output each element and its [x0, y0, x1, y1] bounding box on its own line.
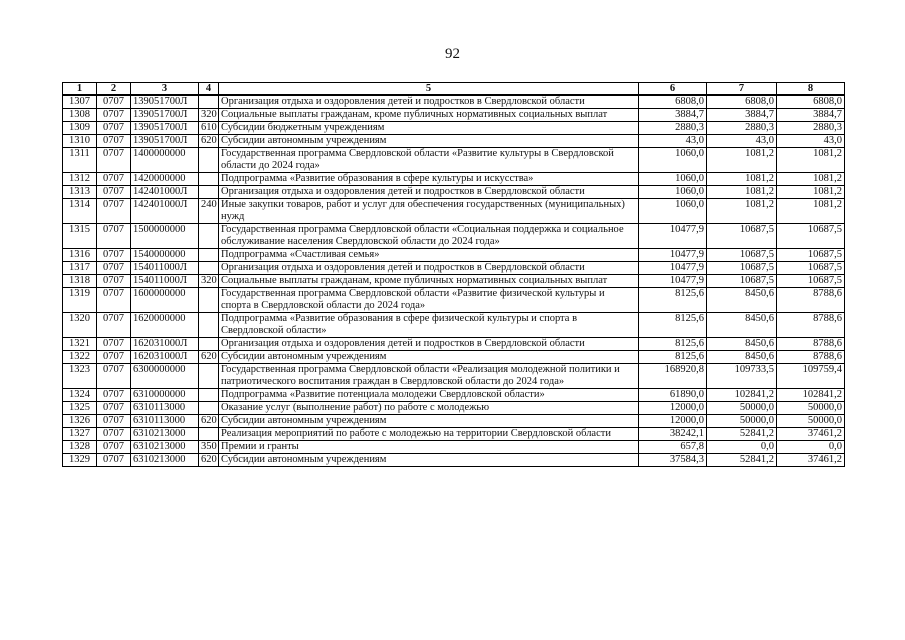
row-number-cell: 1321 [63, 338, 97, 351]
expense-type-cell: 610 [199, 122, 219, 135]
amount-col7-cell: 52841,2 [707, 428, 777, 441]
section-code-cell: 0707 [97, 135, 131, 148]
section-code-cell: 0707 [97, 415, 131, 428]
amount-col6-cell: 1060,0 [639, 186, 707, 199]
table-row [63, 351, 845, 364]
section-code-cell: 0707 [97, 262, 131, 275]
section-code-cell: 0707 [97, 199, 131, 224]
table-row [63, 262, 845, 275]
row-number-cell: 1314 [63, 199, 97, 224]
target-article-cell: 6300000000 [131, 364, 199, 389]
amount-col7-cell: 43,0 [707, 135, 777, 148]
item-name-cell: Субсидии автономным учреждениям [219, 454, 639, 467]
section-code-cell: 0707 [97, 109, 131, 122]
item-name-cell: Государственная программа Свердловской области «Социальная поддержка и социальное обслуживание населения Свердловской области до 2024 года» [219, 224, 639, 249]
amount-col7-cell: 0,0 [707, 441, 777, 454]
row-number-cell: 1318 [63, 275, 97, 288]
amount-col6-cell: 1060,0 [639, 148, 707, 173]
amount-col6-cell: 38242,1 [639, 428, 707, 441]
amount-col8-cell: 2880,3 [777, 122, 845, 135]
table-row [63, 402, 845, 415]
expense-type-cell [199, 389, 219, 402]
amount-col8-cell: 1081,2 [777, 148, 845, 173]
table-row [63, 454, 845, 467]
item-name-cell: Организация отдыха и оздоровления детей и подростков в Свердловской области [219, 95, 639, 109]
expense-type-cell: 620 [199, 351, 219, 364]
row-number-cell: 1315 [63, 224, 97, 249]
expense-type-cell [199, 402, 219, 415]
item-name-cell: Подпрограмма «Развитие образования в сфере физической культуры и спорта в Свердловской области» [219, 313, 639, 338]
row-number-cell: 1309 [63, 122, 97, 135]
amount-col6-cell: 12000,0 [639, 402, 707, 415]
table-row [63, 186, 845, 199]
amount-col7-cell: 1081,2 [707, 186, 777, 199]
table-row [63, 224, 845, 249]
expense-type-cell: 240 [199, 199, 219, 224]
table-row [63, 338, 845, 351]
amount-col7-cell: 102841,2 [707, 389, 777, 402]
amount-col6-cell: 8125,6 [639, 351, 707, 364]
amount-col8-cell: 37461,2 [777, 454, 845, 467]
amount-col8-cell: 1081,2 [777, 199, 845, 224]
amount-col6-cell: 61890,0 [639, 389, 707, 402]
target-article-cell: 1500000000 [131, 224, 199, 249]
target-article-cell: 139051700Л [131, 122, 199, 135]
amount-col6-cell: 10477,9 [639, 249, 707, 262]
expense-type-cell: 320 [199, 109, 219, 122]
row-number-cell: 1312 [63, 173, 97, 186]
target-article-cell: 1540000000 [131, 249, 199, 262]
header-cell: 8 [777, 83, 845, 96]
amount-col6-cell: 10477,9 [639, 262, 707, 275]
header-cell: 6 [639, 83, 707, 96]
amount-col6-cell: 43,0 [639, 135, 707, 148]
item-name-cell: Организация отдыха и оздоровления детей и подростков в Свердловской области [219, 262, 639, 275]
target-article-cell: 162031000Л [131, 338, 199, 351]
row-number-cell: 1320 [63, 313, 97, 338]
item-name-cell: Государственная программа Свердловской области «Реализация молодежной политики и патриотического воспитания граждан в Свердловской области до 2024 года» [219, 364, 639, 389]
item-name-cell: Организация отдыха и оздоровления детей и подростков в Свердловской области [219, 186, 639, 199]
amount-col6-cell: 657,8 [639, 441, 707, 454]
row-number-cell: 1329 [63, 454, 97, 467]
amount-col7-cell: 8450,6 [707, 313, 777, 338]
item-name-cell: Субсидии бюджетным учреждениям [219, 122, 639, 135]
section-code-cell: 0707 [97, 186, 131, 199]
item-name-cell: Социальные выплаты гражданам, кроме публичных нормативных социальных выплат [219, 109, 639, 122]
amount-col7-cell: 10687,5 [707, 249, 777, 262]
section-code-cell: 0707 [97, 148, 131, 173]
item-name-cell: Иные закупки товаров, работ и услуг для обеспечения государственных (муниципальных) нужд [219, 199, 639, 224]
amount-col6-cell: 3884,7 [639, 109, 707, 122]
header-cell: 5 [219, 83, 639, 96]
expense-type-cell [199, 428, 219, 441]
item-name-cell: Субсидии автономным учреждениям [219, 351, 639, 364]
item-name-cell: Реализация мероприятий по работе с молодежью на территории Свердловской области [219, 428, 639, 441]
amount-col6-cell: 10477,9 [639, 224, 707, 249]
target-article-cell: 1620000000 [131, 313, 199, 338]
amount-col7-cell: 52841,2 [707, 454, 777, 467]
amount-col8-cell: 37461,2 [777, 428, 845, 441]
header-cell: 7 [707, 83, 777, 96]
amount-col8-cell: 8788,6 [777, 288, 845, 313]
amount-col8-cell: 50000,0 [777, 415, 845, 428]
row-number-cell: 1308 [63, 109, 97, 122]
amount-col6-cell: 168920,8 [639, 364, 707, 389]
item-name-cell: Социальные выплаты гражданам, кроме публичных нормативных социальных выплат [219, 275, 639, 288]
table-row [63, 122, 845, 135]
target-article-cell: 1420000000 [131, 173, 199, 186]
section-code-cell: 0707 [97, 95, 131, 109]
amount-col7-cell: 1081,2 [707, 199, 777, 224]
table-row [63, 428, 845, 441]
table-row [63, 364, 845, 389]
row-number-cell: 1324 [63, 389, 97, 402]
target-article-cell: 6310000000 [131, 389, 199, 402]
item-name-cell: Оказание услуг (выполнение работ) по работе с молодежью [219, 402, 639, 415]
amount-col7-cell: 8450,6 [707, 351, 777, 364]
expense-type-cell: 620 [199, 415, 219, 428]
expense-type-cell [199, 148, 219, 173]
target-article-cell: 6310213000 [131, 428, 199, 441]
target-article-cell: 162031000Л [131, 351, 199, 364]
section-code-cell: 0707 [97, 288, 131, 313]
expense-type-cell: 320 [199, 275, 219, 288]
expense-type-cell [199, 173, 219, 186]
expense-type-cell [199, 313, 219, 338]
row-number-cell: 1317 [63, 262, 97, 275]
amount-col8-cell: 6808,0 [777, 95, 845, 109]
row-number-cell: 1316 [63, 249, 97, 262]
target-article-cell: 139051700Л [131, 109, 199, 122]
target-article-cell: 154011000Л [131, 262, 199, 275]
amount-col6-cell: 2880,3 [639, 122, 707, 135]
amount-col8-cell: 102841,2 [777, 389, 845, 402]
row-number-cell: 1313 [63, 186, 97, 199]
table-row [63, 415, 845, 428]
row-number-cell: 1307 [63, 95, 97, 109]
budget-table [62, 82, 845, 467]
amount-col7-cell: 1081,2 [707, 173, 777, 186]
item-name-cell: Субсидии автономным учреждениям [219, 415, 639, 428]
amount-col6-cell: 1060,0 [639, 173, 707, 186]
amount-col7-cell: 3884,7 [707, 109, 777, 122]
amount-col8-cell: 10687,5 [777, 224, 845, 249]
amount-col8-cell: 109759,4 [777, 364, 845, 389]
table-header-row [63, 83, 845, 96]
amount-col6-cell: 8125,6 [639, 313, 707, 338]
section-code-cell: 0707 [97, 249, 131, 262]
section-code-cell: 0707 [97, 454, 131, 467]
target-article-cell: 139051700Л [131, 135, 199, 148]
table-row [63, 109, 845, 122]
header-cell: 2 [97, 83, 131, 96]
section-code-cell: 0707 [97, 389, 131, 402]
expense-type-cell [199, 186, 219, 199]
amount-col8-cell: 0,0 [777, 441, 845, 454]
row-number-cell: 1326 [63, 415, 97, 428]
section-code-cell: 0707 [97, 338, 131, 351]
header-cell: 1 [63, 83, 97, 96]
amount-col8-cell: 10687,5 [777, 275, 845, 288]
expense-type-cell [199, 288, 219, 313]
amount-col8-cell: 8788,6 [777, 338, 845, 351]
target-article-cell: 6310113000 [131, 402, 199, 415]
table-row [63, 441, 845, 454]
target-article-cell: 139051700Л [131, 95, 199, 109]
item-name-cell: Подпрограмма «Развитие потенциала молодежи Свердловской области» [219, 389, 639, 402]
item-name-cell: Организация отдыха и оздоровления детей и подростков в Свердловской области [219, 338, 639, 351]
amount-col8-cell: 8788,6 [777, 351, 845, 364]
amount-col7-cell: 8450,6 [707, 338, 777, 351]
expense-type-cell [199, 364, 219, 389]
amount-col6-cell: 12000,0 [639, 415, 707, 428]
amount-col8-cell: 10687,5 [777, 249, 845, 262]
amount-col7-cell: 10687,5 [707, 262, 777, 275]
item-name-cell: Государственная программа Свердловской области «Развитие физической культуры и спорта в Свердловской области до 2024 года» [219, 288, 639, 313]
row-number-cell: 1325 [63, 402, 97, 415]
expense-type-cell [199, 262, 219, 275]
section-code-cell: 0707 [97, 173, 131, 186]
target-article-cell: 1600000000 [131, 288, 199, 313]
amount-col6-cell: 6808,0 [639, 95, 707, 109]
section-code-cell: 0707 [97, 428, 131, 441]
table-row [63, 173, 845, 186]
target-article-cell: 6310213000 [131, 441, 199, 454]
header-cell: 3 [131, 83, 199, 96]
target-article-cell: 142401000Л [131, 199, 199, 224]
item-name-cell: Подпрограмма «Счастливая семья» [219, 249, 639, 262]
section-code-cell: 0707 [97, 275, 131, 288]
row-number-cell: 1310 [63, 135, 97, 148]
table-row [63, 199, 845, 224]
amount-col8-cell: 1081,2 [777, 186, 845, 199]
target-article-cell: 142401000Л [131, 186, 199, 199]
row-number-cell: 1322 [63, 351, 97, 364]
table-row [63, 313, 845, 338]
table-row [63, 249, 845, 262]
row-number-cell: 1328 [63, 441, 97, 454]
section-code-cell: 0707 [97, 441, 131, 454]
section-code-cell: 0707 [97, 224, 131, 249]
amount-col6-cell: 37584,3 [639, 454, 707, 467]
page-number: 92 [445, 46, 460, 62]
expense-type-cell: 620 [199, 454, 219, 467]
expense-type-cell [199, 224, 219, 249]
target-article-cell: 6310213000 [131, 454, 199, 467]
target-article-cell: 154011000Л [131, 275, 199, 288]
table-row [63, 275, 845, 288]
amount-col8-cell: 8788,6 [777, 313, 845, 338]
table-row [63, 135, 845, 148]
amount-col7-cell: 109733,5 [707, 364, 777, 389]
amount-col7-cell: 1081,2 [707, 148, 777, 173]
amount-col7-cell: 50000,0 [707, 402, 777, 415]
target-article-cell: 6310113000 [131, 415, 199, 428]
table-row [63, 95, 845, 109]
expense-type-cell [199, 95, 219, 109]
section-code-cell: 0707 [97, 402, 131, 415]
expense-type-cell: 620 [199, 135, 219, 148]
amount-col8-cell: 50000,0 [777, 402, 845, 415]
amount-col7-cell: 6808,0 [707, 95, 777, 109]
item-name-cell: Подпрограмма «Развитие образования в сфере культуры и искусства» [219, 173, 639, 186]
item-name-cell: Субсидии автономным учреждениям [219, 135, 639, 148]
table-row [63, 288, 845, 313]
section-code-cell: 0707 [97, 122, 131, 135]
target-article-cell: 1400000000 [131, 148, 199, 173]
amount-col6-cell: 1060,0 [639, 199, 707, 224]
amount-col7-cell: 50000,0 [707, 415, 777, 428]
section-code-cell: 0707 [97, 351, 131, 364]
amount-col8-cell: 3884,7 [777, 109, 845, 122]
section-code-cell: 0707 [97, 313, 131, 338]
row-number-cell: 1323 [63, 364, 97, 389]
amount-col7-cell: 8450,6 [707, 288, 777, 313]
header-cell: 4 [199, 83, 219, 96]
amount-col7-cell: 2880,3 [707, 122, 777, 135]
table-row [63, 389, 845, 402]
amount-col8-cell: 1081,2 [777, 173, 845, 186]
expense-type-cell [199, 249, 219, 262]
table-body [63, 95, 845, 467]
amount-col6-cell: 8125,6 [639, 338, 707, 351]
item-name-cell: Премии и гранты [219, 441, 639, 454]
amount-col6-cell: 8125,6 [639, 288, 707, 313]
table-row [63, 148, 845, 173]
expense-type-cell [199, 338, 219, 351]
amount-col6-cell: 10477,9 [639, 275, 707, 288]
amount-col8-cell: 10687,5 [777, 262, 845, 275]
item-name-cell: Государственная программа Свердловской области «Развитие культуры в Свердловской области до 2024 года» [219, 148, 639, 173]
expense-type-cell: 350 [199, 441, 219, 454]
section-code-cell: 0707 [97, 364, 131, 389]
amount-col7-cell: 10687,5 [707, 275, 777, 288]
amount-col7-cell: 10687,5 [707, 224, 777, 249]
row-number-cell: 1327 [63, 428, 97, 441]
row-number-cell: 1311 [63, 148, 97, 173]
row-number-cell: 1319 [63, 288, 97, 313]
amount-col8-cell: 43,0 [777, 135, 845, 148]
